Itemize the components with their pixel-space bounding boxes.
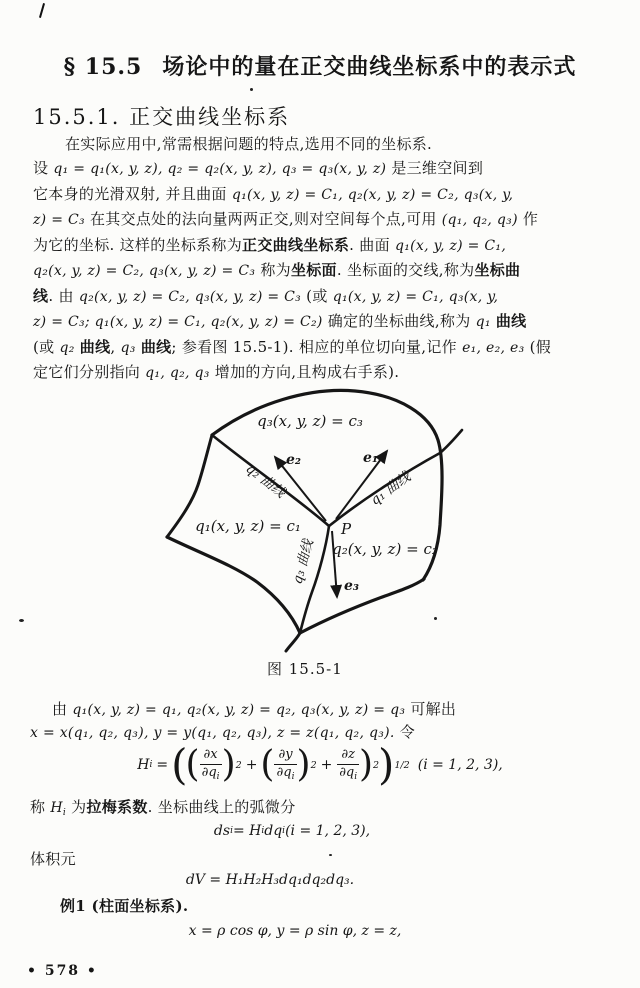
q3-curve-label: q₃ 曲线 — [289, 537, 317, 586]
cylindrical-coordinates-formula: x = ρ cos φ, y = ρ sin φ, z = z, — [188, 923, 402, 939]
section-title-text: 场论中的量在正交曲线坐标系中的表示式 — [162, 54, 577, 80]
e1-label: e₁ — [363, 450, 379, 466]
scan-mark — [39, 3, 45, 18]
paragraph-line: (或 q₂ 曲线, q₃ 曲线; 参看图 15.5-1). 相应的单位切向量,记作 e₁, e₂, e₃ (假 — [33, 338, 552, 356]
close-paren: ) — [221, 744, 236, 785]
paragraph-line: 设 q₁ = q₁(x, y, z), q₂ = q₂(x, y, z), q₃ = q₃(x, y, z) 是三维空间到 — [33, 159, 484, 177]
close-paren: ) — [358, 744, 373, 785]
lame-coefficient-formula: H i = ( ( ∂x $\partial q_i$ ) 2 + ( ∂y $\partial q_i$ ) 2 + $\frac{\partial z}{\partial q_i}$ ) 2 ) 1/2 (i = 1, 2, 3), — [137, 740, 503, 789]
paragraph-line: 它本身的光滑双射, 并且曲面 q₁(x, y, z) = C₁, q₂(x, y, z) = C₂, q₃(x, y, — [33, 185, 514, 203]
paragraph-line: q₂(x, y, z) = C₂, q₃(x, y, z) = C₃ 称为坐标面. 坐标面的交线,称为坐标曲 — [33, 261, 521, 279]
formula-lhs: H — [137, 757, 150, 773]
subsection-title: 15.5.1. 正交曲线坐标系 — [33, 105, 291, 129]
surface-outline-bottom-right — [300, 579, 424, 633]
open-paren: ( — [171, 740, 188, 789]
paragraph-line: 定它们分别指向 q₁, q₂, q₃ 增加的方向,且构成右手系). — [33, 363, 400, 381]
paragraph-line: z) = C₃; q₁(x, y, z) = C₁, q₂(x, y, z) = C₂) 确定的坐标曲线,称为 q₁ 曲线 — [33, 312, 527, 330]
surface-outline-tail — [286, 633, 300, 651]
paragraph-line: x = x(q₁, q₂, q₃), y = y(q₁, q₂, q₃), z = z(q₁, q₂, q₃). 令 — [30, 723, 416, 741]
e2-label: e₂ — [286, 452, 302, 468]
scan-speck — [19, 619, 24, 622]
figure-caption: 图 15.5-1 — [267, 660, 343, 678]
surface-q1-label: q₁(x, y, z) = c₁ — [195, 517, 301, 535]
section-number: § 15.5 — [63, 54, 143, 80]
q2-curve-label: q₂ 曲线 — [242, 460, 289, 502]
surface-outline-bottom-left — [167, 537, 300, 633]
fraction-dy-dqi: ∂y $\partial q_i$ — [274, 748, 296, 782]
fraction-dx-dqi: ∂x $\partial q_i$ — [200, 748, 222, 782]
surface-q3-label: q₃(x, y, z) = c₃ — [257, 412, 363, 430]
paragraph-line: 由 q₁(x, y, z) = q₁, q₂(x, y, z) = q₂, q₃(x, y, z) = q₃ 可解出 — [52, 700, 457, 718]
q1-curve-label: q₁ 曲线 — [367, 468, 414, 509]
coordinate-surfaces-diagram — [55, 385, 535, 659]
arc-differential-formula: ds i = H i dq i (i = 1, 2, 3), — [213, 823, 371, 839]
formula-condition: (i = 1, 2, 3), — [417, 757, 503, 773]
e1-vector-arrow — [336, 451, 387, 519]
open-paren: ( — [260, 744, 275, 785]
paragraph-line: 在实际应用中,常需根据问题的特点,选用不同的坐标系. — [65, 135, 433, 153]
section-title — [0, 50, 640, 81]
example-heading: 例1 (柱面坐标系). — [60, 897, 189, 915]
surface-q2-label: q₂(x, y, z) = c₂ — [332, 540, 438, 558]
paragraph-line: z) = C₃ 在其交点处的法向量两两正交,则对空间每个点,可用 (q₁, q₂, q₃) 作 — [33, 210, 539, 228]
scan-speck — [329, 854, 332, 856]
figure-15-5-1 — [55, 385, 535, 659]
point-p-label: P — [341, 520, 352, 538]
close-paren: ) — [296, 744, 311, 785]
page-number: • 578 • — [27, 963, 98, 979]
paragraph-line: 体积元 — [30, 850, 76, 868]
open-paren: ( — [185, 744, 200, 785]
paragraph-line: 线. 由 q₂(x, y, z) = C₂, q₃(x, y, z) = C₃ (或 q₁(x, y, z) = C₁, q₃(x, y, — [33, 287, 499, 305]
scan-speck — [250, 88, 253, 91]
paragraph-line: 称 $H_i$ 为拉梅系数. 坐标曲线上的弧微分 — [30, 798, 296, 818]
paragraph-line: 为它的坐标. 这样的坐标系称为正交曲线坐标系. 曲面 q₁(x, y, z) = C₁, — [33, 236, 507, 254]
close-paren: ) — [378, 740, 395, 789]
e3-label: e₃ — [344, 578, 360, 594]
volume-element-formula: dV = H₁H₂H₃dq₁dq₂dq₃. — [185, 872, 355, 888]
fraction-dz-dqi: $\frac{\partial z}{\partial q_i}$ — [339, 746, 358, 782]
